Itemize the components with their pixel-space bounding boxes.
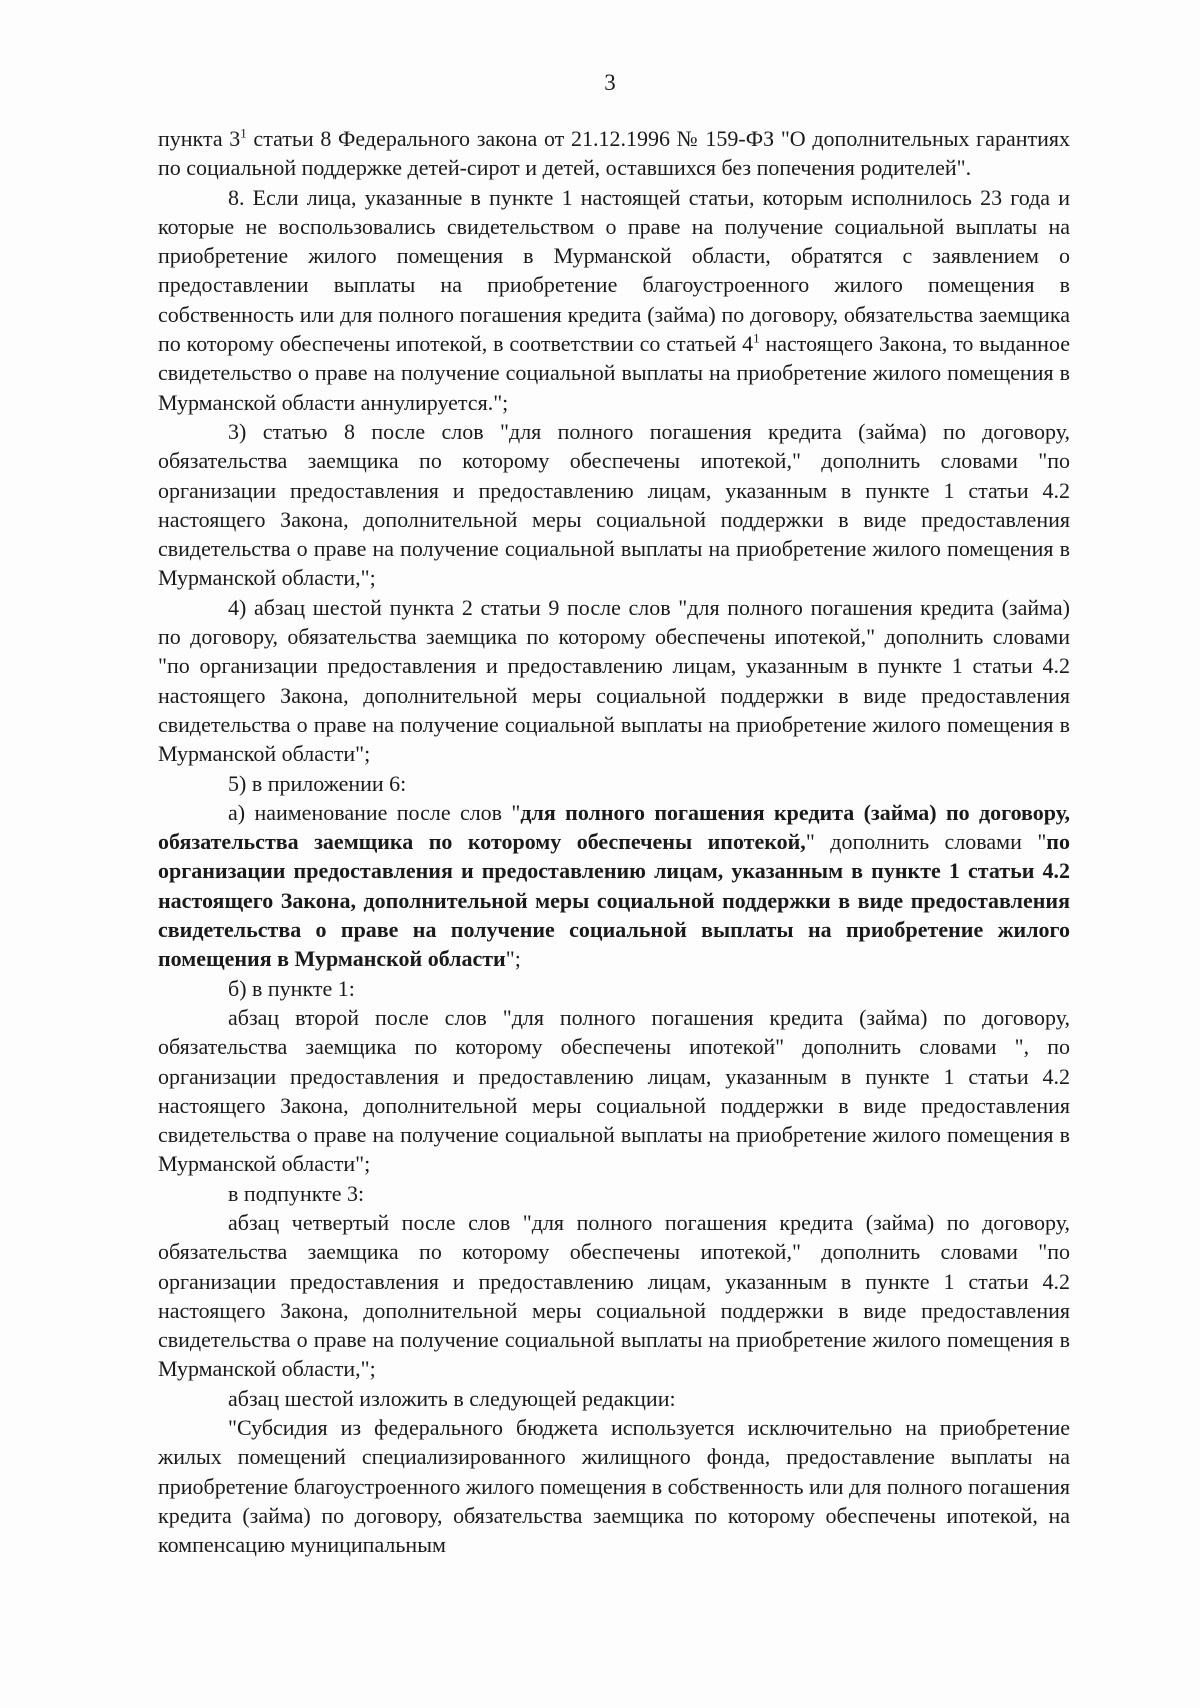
paragraph-1-text-a: пункта 3 <box>158 126 241 151</box>
page-number: 3 <box>604 70 616 95</box>
paragraph-1-text-b: статьи 8 Федерального закона от 21.12.1996 № 159-ФЗ "О дополнительных гарантиях по социальной поддержке детей-сирот и детей, оставшихся без попечения родителей". <box>158 126 1070 181</box>
paragraph-6-text-c: "; <box>505 946 521 972</box>
paragraph-6-bold-a: для полного погашения кредита (займа) по договору, обязательства заемщика по которому обеспечены ипотекой, <box>158 799 1070 855</box>
superscript: 1 <box>240 125 247 141</box>
paragraph-10: абзац четвертый после слов "для полного погашения кредита (займа) по договору, обязательства заемщика по которому обеспечены ипотекой," дополнить словами "по организации предоставления и предоставлению лицам, указанным в пункте 1 статьи 4.2 настоящего Закона, дополнительной меры социальной поддержки в виде предоставления свидетельства о праве на получение социальной выплаты на приобретение жилого помещения в Мурманской области,"; <box>158 1209 1070 1382</box>
paragraph-6 <box>158 798 1070 974</box>
paragraph-12: "Субсидия из федерального бюджета используется исключительно на приобретение жилых помещений специализированного жилищного фонда, предоставление выплаты на приобретение благоустроенного жилого помещения в собственность или для полного погашения кредита (займа) по договору, обязательства заемщика по которому обеспечены ипотекой, на компенсацию муниципальным <box>158 1415 1070 1558</box>
paragraph-6-text-b: " дополнить словами " <box>805 829 1047 855</box>
paragraph-2-text-a: 8. Если лица, указанные в пункте 1 настоящей статьи, которым исполнилось 23 года и которые не воспользовались свидетельством о праве на получение социальной выплаты на приобретение жилого помещения в Мурманской области, обратятся с заявлением о предоставлении выплаты на приобретение благоустроенного жилого помещения в собственность или для полного погашения кредита (займа) по договору, обязательства заемщика по которому обеспечены ипотекой, в соответствии со статьей 4 <box>158 184 1070 357</box>
paragraph-4: 4) абзац шестой пункта 2 статьи 9 после слов "для полного погашения кредита (займа) по договору, обязательства заемщика по которому обеспечены ипотекой," дополнить словами "по организации предоставления и предоставлению лицам, указанным в пункте 1 статьи 4.2 настоящего Закона, дополнительной меры социальной поддержки в виде предоставления свидетельства о праве на получение социальной выплаты на приобретение жилого помещения в Мурманской области"; <box>158 594 1070 767</box>
paragraph-6-bold-b: по организации предоставления и предоставлению лицам, указанным в пункте 1 статьи 4.2 настоящего Закона, дополнительной меры социальной поддержки в виде предоставления свидетельства о праве на получение социальной выплаты на приобретение жилого помещения в Мурманской области <box>158 829 1070 972</box>
paragraph-6-text-a: а) наименование после слов " <box>228 799 521 825</box>
paragraph-1 <box>158 124 1070 183</box>
document-body <box>158 124 1070 1560</box>
paragraph-2-text-b: настоящего Закона, то выданное свидетельство о праве на получение социальной выплаты на приобретение жилого помещения в Мурманской области аннулируется."; <box>158 331 1070 415</box>
paragraph-5: 5) в приложении 6: <box>228 770 407 796</box>
paragraph-2 <box>158 183 1070 417</box>
paragraph-11: абзац шестой изложить в следующей редакции: <box>228 1385 676 1411</box>
paragraph-7: б) в пункте 1: <box>228 975 355 1001</box>
paragraph-3: 3) статью 8 после слов "для полного погашения кредита (займа) по договору, обязательства заемщика по которому обеспечены ипотекой," дополнить словами "по организации предоставления и предоставлению лицам, указанным в пункте 1 статьи 4.2 настоящего Закона, дополнительной меры социальной поддержки в виде предоставления свидетельства о праве на получение социальной выплаты на приобретение жилого помещения в Мурманской области,"; <box>158 418 1070 591</box>
superscript: 1 <box>753 330 760 346</box>
paragraph-9: в подпункте 3: <box>228 1180 365 1206</box>
paragraph-8: абзац второй после слов "для полного погашения кредита (займа) по договору, обязательства заемщика по которому обеспечены ипотекой" дополнить словами ", по организации предоставления и предоставлению лицам, указанным в пункте 1 статьи 4.2 настоящего Закона, дополнительной меры социальной поддержки в виде предоставления свидетельства о праве на получение социальной выплаты на приобретение жилого помещения в Мурманской области"; <box>158 1004 1070 1177</box>
